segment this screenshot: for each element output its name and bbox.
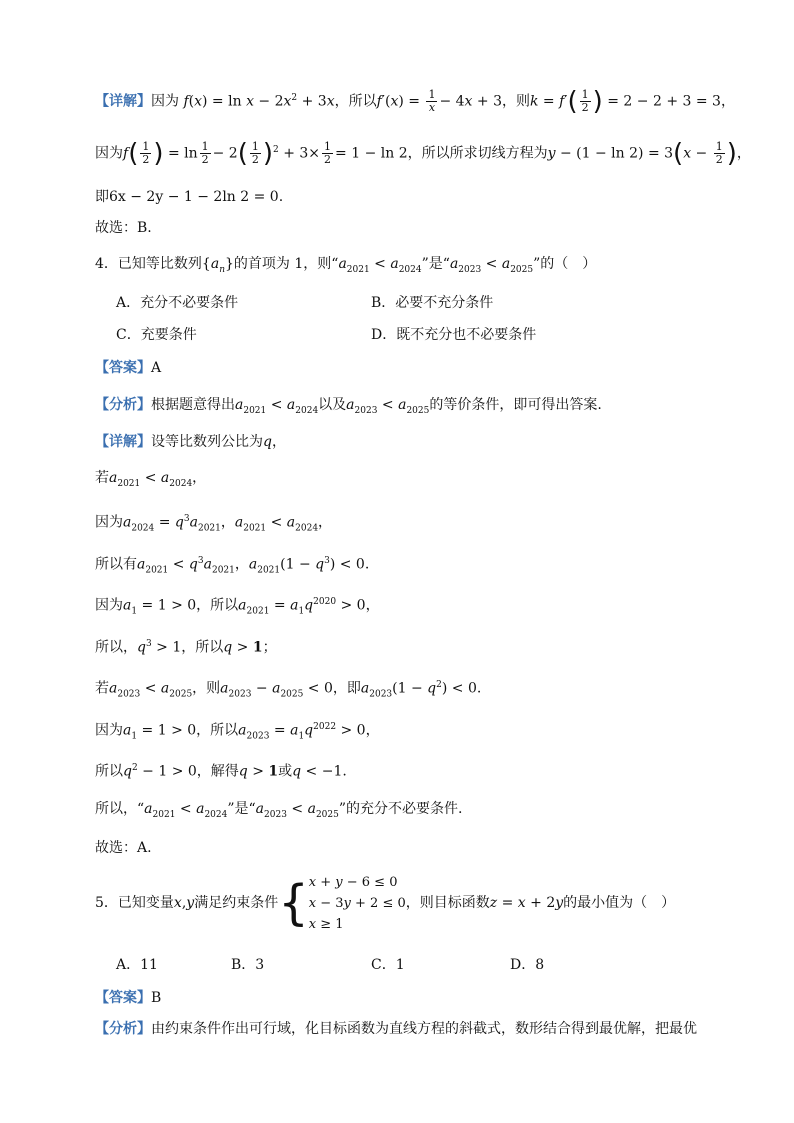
q4-option-d[interactable]: D．既不充分也不必要条件 (371, 327, 537, 343)
q5-option-b[interactable]: B．3 (231, 957, 265, 973)
detail-label: 【详解】 (95, 93, 151, 110)
d4-line-9: 所以，“$a_{2021} < a_{2024}$”是“$a_{2023} < a_{2025}$”的充分不必要条件. (95, 801, 463, 820)
detail-4: 【详解】设等比数列公比为q， (95, 434, 286, 450)
d4-line-2: 因为$a_{2024} = q^3a_{2021}$，$a_{2021} < a_{2024}$， (95, 514, 333, 534)
answer-4: 【答案】A (95, 360, 162, 376)
detail-line-3: 即6x − 2y − 1 − 2ln 2 = 0. (95, 189, 284, 205)
d4-line-8: 所以$q^2 - 1 > 0$，解得q > 1或q < −1. (95, 763, 347, 780)
q5-option-c[interactable]: C．1 (371, 957, 405, 973)
analysis-4: 【分析】根据题意得出$a_{2021} < a_{2024}$以及$a_{2023} < a_{2025}$的等价条件，即可得出答案. (95, 397, 602, 416)
d4-line-3: 所以有$a_{2021} < q^3a_{2021}$，$a_{2021}(1 - q^3) < 0$. (95, 556, 370, 576)
d4-line-7: 因为$a_1 = 1 > 0$，所以$a_{2023} = a_1q^{2022} > 0$， (95, 722, 380, 742)
q4-option-c[interactable]: C．充要条件 (116, 327, 197, 343)
question-5: 5．已知变量x,y满足约束条件{x + y − 6 ≤ 0 x − 3y + 2 ≤ 0 x ≥ 1，则目标函数z = x + 2y的最小值为（ ） (95, 874, 676, 932)
q4-option-a[interactable]: A．充分不必要条件 (116, 295, 239, 311)
d4-line-4: 因为$a_1 = 1 > 0$，所以$a_{2021} = a_1q^{2020} > 0$， (95, 597, 380, 617)
choose-b-line: 故选：B. (95, 220, 152, 236)
d4-line-5: 所以，$q^3 > 1$，所以q > 1； (95, 639, 277, 656)
question-4: 4．已知等比数列$\{a_n\}$的首项为 1，则“$a_{2021} < a_{2024}$”是“$a_{2023} < a_{2025}$”的（ ） (95, 256, 597, 275)
detail-line-2: 因为f( $\frac{1}{2}$ ) = ln $\frac{1}{2}$ − 2( $\frac{1}{2}$ )$^2$ + 3× $\frac{1}{2}$ = 1 − ln 2，所以所求切线方程为y − (1 − ln 2) = 3(x − $\frac{1}{2}$ )， (95, 138, 751, 169)
q5-option-d[interactable]: D．8 (510, 957, 545, 973)
analysis-5: 【分析】由约束条件作出可行域，化目标函数为直线方程的斜截式，数形结合得到最优解，把最优 (95, 1021, 697, 1037)
q5-option-a[interactable]: A．11 (116, 957, 158, 973)
q4-option-b[interactable]: B．必要不充分条件 (371, 295, 494, 311)
detail-line-1: 【详解】因为 $f(x) = \ln x - 2x^2 + 3x$，所以f′(x) = $\frac{1}{x}$ − 4x + 3，则k = f′( $\frac{1}{2}$ ) = 2 − 2 + 3 = 3， (95, 86, 735, 117)
answer-5: 【答案】B (95, 990, 162, 1006)
choose-a-line: 故选：A. (95, 840, 152, 856)
d4-line-6: 若$a_{2023} < a_{2025}$，则$a_{2023} - a_{2025} < 0$，即$a_{2023}(1 - q^2) < 0$. (95, 680, 482, 700)
d4-line-1: 若$a_{2021} < a_{2024}$， (95, 470, 207, 489)
